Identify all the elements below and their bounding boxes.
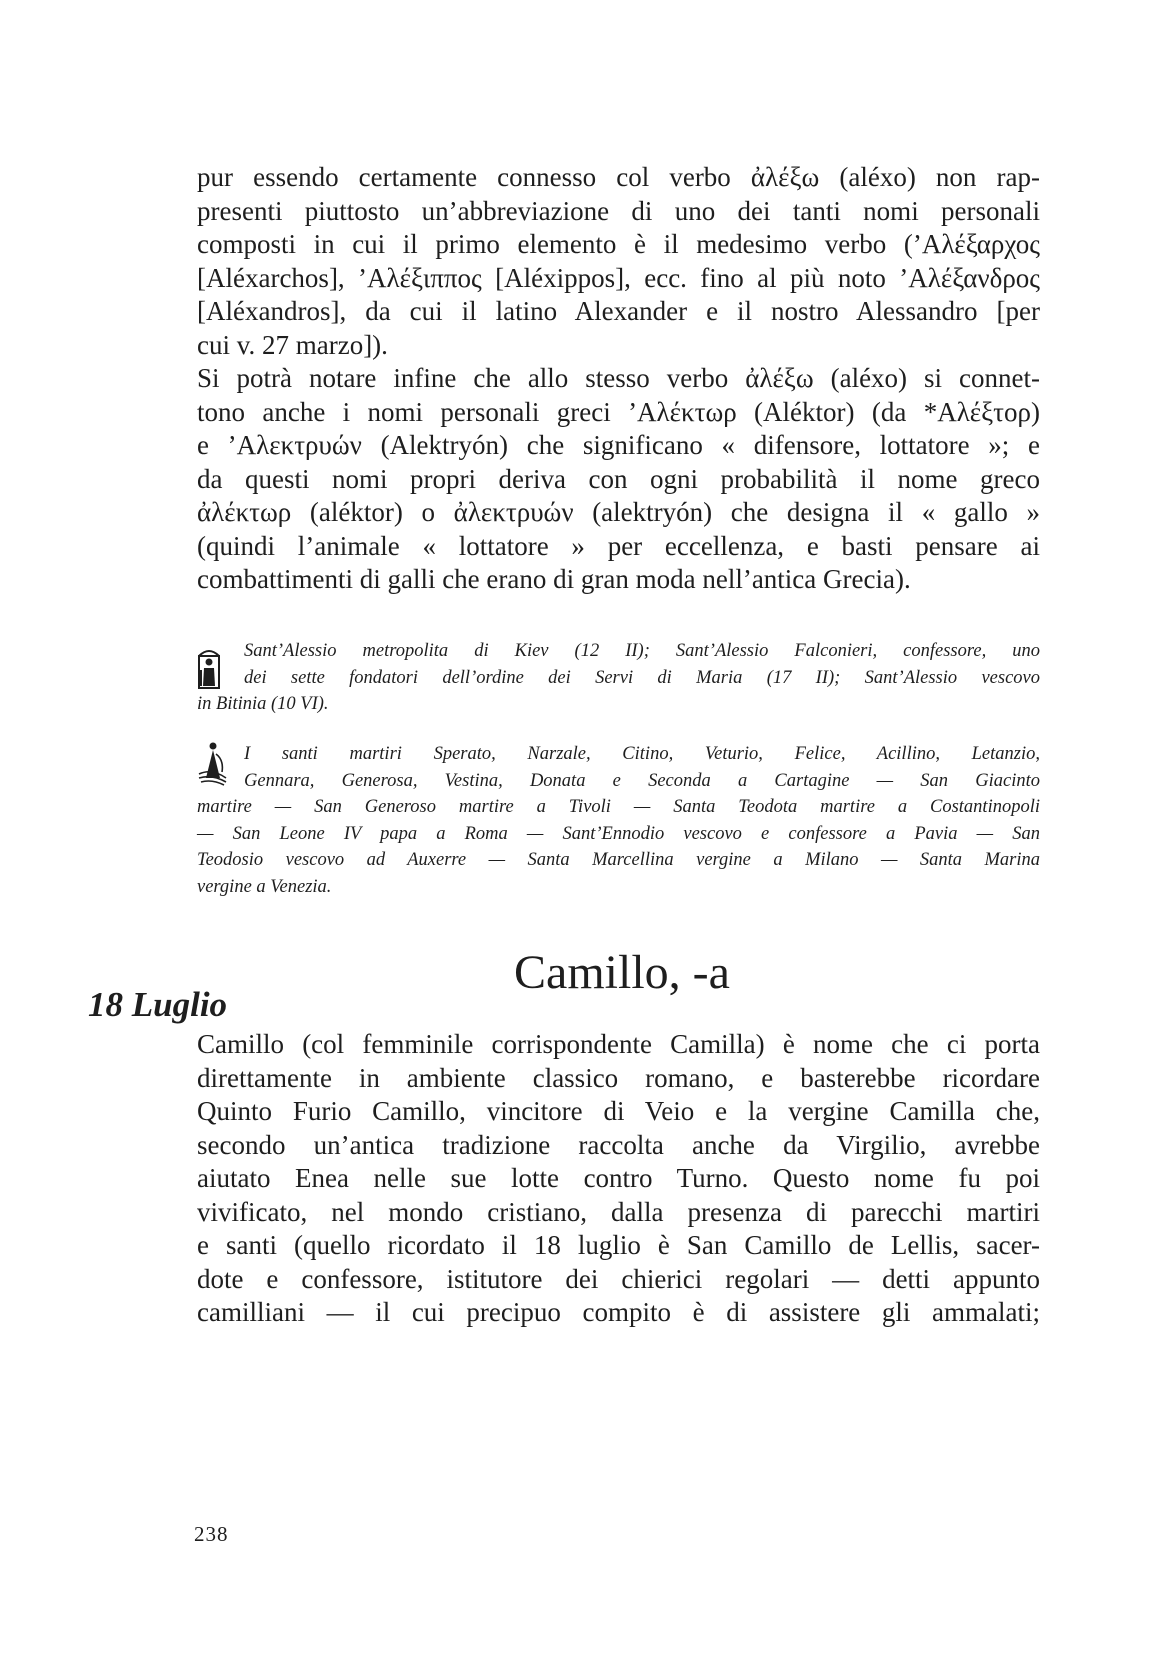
text-line: Camillo (col femminile corrispondente Camilla) è nome che ci porta (197, 1029, 1040, 1059)
text-line: e santi (quello ricordato il 18 luglio è San Camillo de Lellis, sacer- (197, 1230, 1040, 1260)
text-line: aiutato Enea nelle sue lotte contro Turno. Questo nome fu poi (197, 1163, 1040, 1193)
text-line: cui v. 27 marzo]). (197, 329, 388, 360)
text-line: camilliani — il cui precipuo compito è di assistere gli ammalati; (197, 1297, 1040, 1327)
note-line: in Bitinia (10 VI). (197, 694, 329, 714)
text-line: Si potrà notare infine che allo stesso verbo ἀλέξω (aléxo) si connet- (197, 363, 1040, 393)
note-line: martire — San Generoso martire a Tivoli — Santa Teodota martire a Costantinopoli (197, 797, 1040, 817)
text-line: [Aléxandros], da cui il latino Alexander e il nostro Alessandro [per (197, 296, 1040, 326)
note-line: vergine a Venezia. (197, 876, 332, 897)
text-line: pur essendo certamente connesso col verbo ἀλέξω (aléxo) non rap- (197, 162, 1040, 192)
text-line: dote e confessore, istitutore dei chierici regolari — detti appunto (197, 1263, 1040, 1294)
text-line: vivificato, nel mondo cristiano, dalla presenza di parecchi martiri (197, 1196, 1040, 1227)
text-line: Quinto Furio Camillo, vincitore di Veio e la vergine Camilla che, (197, 1096, 1040, 1126)
paragraph-camillo (197, 1028, 1040, 1330)
note-line: — San Leone IV papa a Roma — Sant’Ennodio vescovo e confessore a Pavia — San (197, 823, 1040, 844)
note-line: I santi martiri Sperato, Narzale, Citino, Veturio, Felice, Acillino, Letanzio, (244, 744, 1040, 764)
text-line: combattimenti di galli che erano di gran moda nell’antica Grecia). (197, 564, 911, 594)
text-line: e ’Αλεκτρυών (Alektryón) che significano « difensore, lottatore »; e (197, 430, 1040, 460)
note-line: Gennara, Generosa, Vestina, Donata e Seconda a Cartagine — San Giacinto (244, 770, 1040, 791)
text-line: secondo un’antica tradizione raccolta anche da Virgilio, avrebbe (197, 1129, 1040, 1160)
text-line: composti in cui il primo elemento è il medesimo verbo (’Αλέξαρχος (197, 229, 1040, 259)
saints-note (197, 638, 1040, 718)
page-number: 238 (194, 1522, 229, 1546)
feast-date-label: 18 Luglio (88, 985, 228, 1024)
note-line: Teodosio vescovo ad Auxerre — Santa Marcellina vergine a Milano — Santa Marina (197, 850, 1040, 870)
text-line: (quindi l’animale « lottatore » per eccellenza, e basti pensare ai (197, 530, 1040, 561)
paragraph-alessio-etymology (197, 161, 1040, 362)
text-line: presenti piuttosto un’abbreviazione di uno dei tanti nomi personali (197, 195, 1040, 226)
text-line: da questi nomi propri deriva con ogni probabilità il nome greco (197, 463, 1040, 494)
note-line: Sant’Alessio metropolita di Kiev (12 II); Sant’Alessio Falconieri, confessore, uno (244, 641, 1040, 661)
martyrs-note (197, 741, 1040, 900)
entry-title: Camillo, -a (514, 946, 730, 999)
paragraph-alektor (197, 362, 1040, 597)
text-line: tono anche i nomi personali greci ’Αλέκτωρ (Aléktor) (da *Αλέξτορ) (197, 396, 1040, 427)
text-line: direttamente in ambiente classico romano, e basterebbe ricordare (197, 1062, 1040, 1093)
text-line: ἀλέκτωρ (aléktor) o ἀλεκτρυών (alektryón) che designa il « gallo » (197, 497, 1040, 527)
text-line: [Aléxarchos], ’Αλέξιππος [Aléxippos], ecc. fino al più noto ’Αλέξανδρος (197, 262, 1040, 293)
note-line: dei sette fondatori dell’ordine dei Servi di Maria (17 II); Sant’Alessio vescovo (244, 667, 1040, 688)
